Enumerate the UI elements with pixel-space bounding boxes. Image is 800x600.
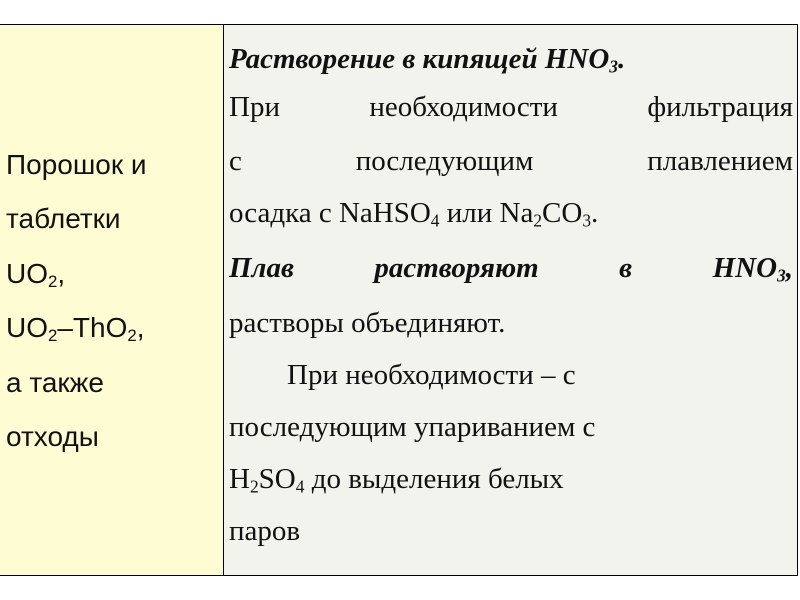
uo2-tho2-formula: UO — [6, 312, 48, 343]
material-line-6: отходы — [6, 421, 99, 452]
procedure-line — [229, 453, 793, 505]
punctuation: , — [136, 312, 145, 343]
procedure-text: или Na — [439, 197, 534, 229]
procedure-text: растворы объединяют. — [229, 307, 506, 339]
procedure-line — [229, 239, 793, 297]
material-line-5: а также — [6, 366, 104, 398]
procedure-heading — [229, 39, 793, 79]
procedure-text: H — [229, 463, 250, 495]
procedure-text: SO — [258, 463, 296, 495]
procedure-bold-text: Плав растворяют в HNO — [229, 252, 778, 284]
subscript: 2 — [249, 476, 259, 497]
material-cell — [0, 25, 224, 575]
procedure-text: При необходимости – с — [287, 359, 576, 391]
material-text — [0, 136, 147, 465]
subscript: 3 — [582, 210, 592, 231]
procedure-line — [229, 297, 793, 349]
content-table — [0, 24, 798, 576]
punctuation: . — [618, 43, 626, 75]
material-line-2: таблетки — [6, 203, 121, 234]
procedure-text: При необходимости фильтрация — [229, 91, 793, 123]
material-line — [6, 301, 147, 356]
heading-text: Растворение в кипящей HNO — [229, 43, 610, 75]
subscript: 2 — [48, 271, 58, 291]
procedure-line — [229, 187, 793, 239]
procedure-cell — [224, 25, 797, 575]
uo2-formula: UO — [6, 257, 48, 289]
procedure-text: до выделения белых — [304, 463, 564, 495]
punctuation: , — [785, 252, 793, 284]
procedure-text: последующим упариванием с — [229, 411, 596, 443]
subscript: 2 — [48, 326, 58, 346]
procedure-line — [229, 79, 793, 135]
procedure-text: осадка с NaHSO — [229, 197, 431, 229]
procedure-line — [229, 135, 793, 187]
material-line — [6, 356, 147, 411]
subscript: 4 — [295, 476, 305, 497]
subscript: 3 — [609, 56, 618, 77]
punctuation: . — [591, 197, 599, 229]
material-line — [6, 410, 147, 465]
subscript: 2 — [533, 210, 543, 231]
material-line — [6, 192, 147, 247]
material-line — [6, 138, 147, 193]
procedure-text: паров — [229, 515, 301, 547]
tho2-formula: –ThO — [57, 312, 128, 343]
material-line — [6, 247, 147, 302]
subscript: 4 — [430, 210, 440, 231]
procedure-line — [229, 505, 793, 557]
punctuation: , — [57, 257, 66, 289]
procedure-text: с последующим плавлением — [229, 145, 793, 177]
material-line-1: Порошок и — [6, 148, 147, 180]
procedure-line — [229, 349, 793, 401]
subscript: 2 — [127, 326, 137, 346]
procedure-line — [229, 401, 793, 453]
subscript: 3 — [777, 265, 786, 286]
procedure-text: CO — [542, 197, 583, 229]
